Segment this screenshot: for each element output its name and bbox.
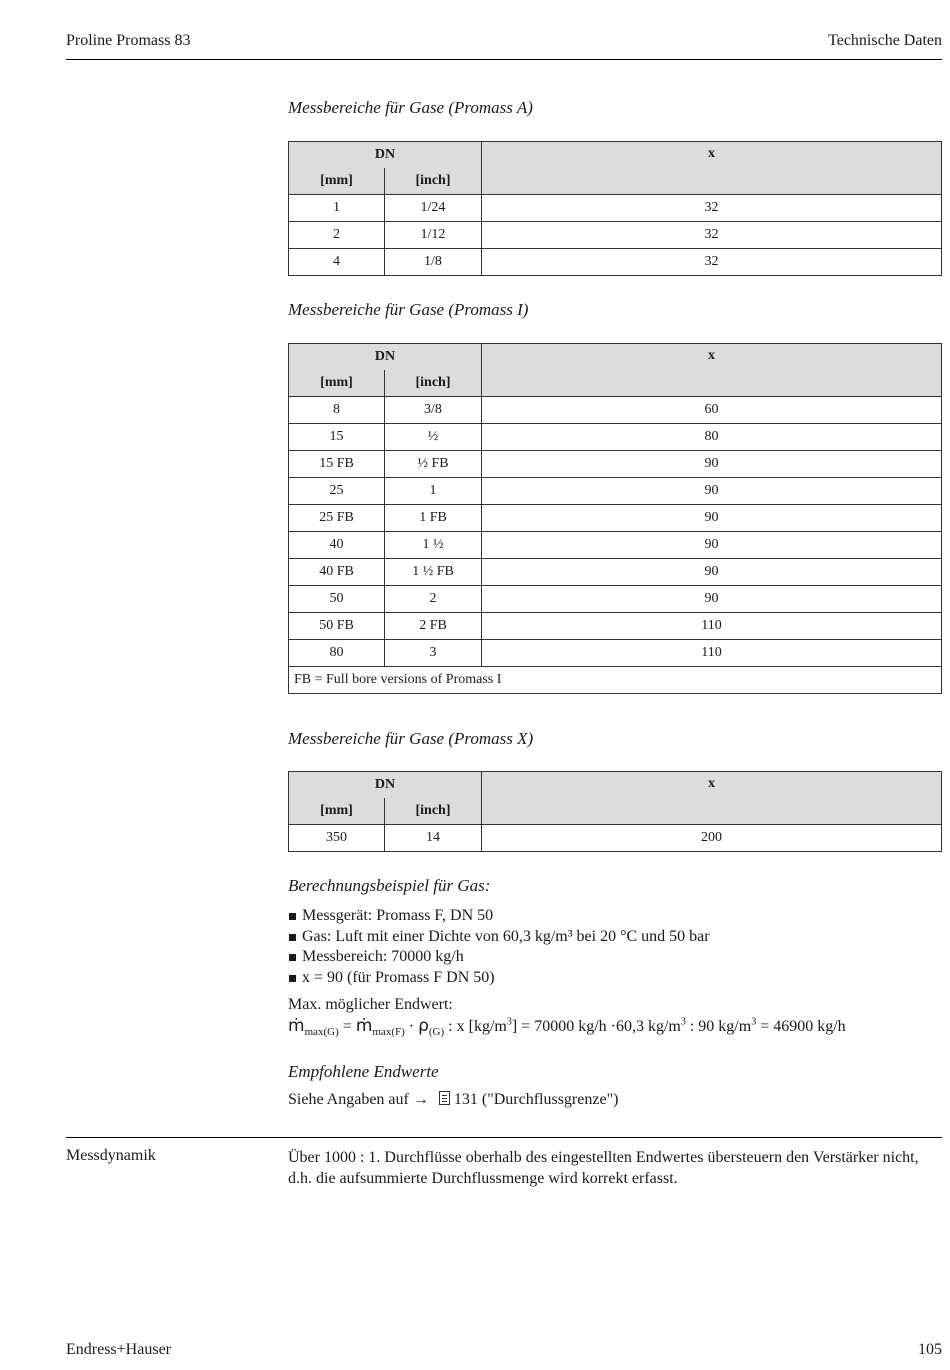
table-row: [289, 613, 942, 640]
calc-bullet-list: [288, 906, 710, 988]
messdynamik-text: Über 1000 : 1. Durchflüsse oberhalb des eingestellten Endwertes übersteuern den Verstärker nicht, d.h. die aufsummierte Durchflussmenge wird korrekt erfasst.: [288, 1149, 919, 1187]
density-symbol: ρ: [418, 1016, 429, 1036]
cell-inch: 1/8: [385, 249, 482, 276]
cell-x: 32: [482, 222, 942, 249]
cell-inch: 1/24: [385, 195, 482, 222]
cell-mm: 2: [289, 222, 385, 249]
table-row: [289, 478, 942, 505]
table-row: [289, 451, 942, 478]
cell-mm: 15 FB: [289, 451, 385, 478]
table-x-title: Messbereiche für Gase (Promass X): [288, 729, 534, 748]
table-row: [289, 505, 942, 532]
cell-mm: 40: [289, 532, 385, 559]
cell-inch: 3/8: [385, 397, 482, 424]
cell-mm: 50 FB: [289, 613, 385, 640]
table-promass-x: [288, 771, 942, 852]
formula-superscript: 3: [506, 1016, 512, 1028]
col-x-header: x: [482, 344, 942, 397]
calc-example-title: Berechnungsbeispiel für Gas:: [288, 876, 491, 895]
cell-mm: 50: [289, 586, 385, 613]
cell-inch: 2 FB: [385, 613, 482, 640]
footer-company: Endress+Hauser: [66, 1341, 171, 1358]
recommended-reference: [288, 1091, 618, 1109]
formula-text: : x [kg/m: [444, 1018, 507, 1035]
col-dn-header: DN: [289, 772, 482, 799]
list-item: Messbereich: 70000 kg/h: [288, 947, 710, 968]
cell-inch: 2: [385, 586, 482, 613]
table-row: [289, 195, 942, 222]
formula-text: : 90 kg/m: [685, 1018, 752, 1035]
header-divider: [66, 59, 942, 60]
cell-x: 90: [482, 532, 942, 559]
col-inch-header: [inch]: [385, 370, 482, 397]
formula-text: ] = 70000 kg/h ·60,3 kg/m: [511, 1018, 681, 1035]
table-row: [289, 640, 942, 667]
col-dn-header: DN: [289, 344, 482, 371]
table-row: [289, 559, 942, 586]
table-row: [289, 222, 942, 249]
cell-x: 32: [482, 249, 942, 276]
col-x-header: x: [482, 772, 942, 825]
cell-inch: 1/12: [385, 222, 482, 249]
cell-x: 110: [482, 640, 942, 667]
cell-x: 110: [482, 613, 942, 640]
formula-subscript: max(G): [304, 1026, 339, 1039]
mass-flow-symbol: ṁ: [288, 1016, 305, 1036]
cell-mm: 1: [289, 195, 385, 222]
list-item: x = 90 (für Promass F DN 50): [288, 968, 710, 989]
table-row: [289, 586, 942, 613]
cell-x: 90: [482, 586, 942, 613]
header-product-name: Proline Promass 83: [66, 32, 191, 49]
page-reference-icon: [439, 1091, 450, 1105]
cell-inch: 1 ½: [385, 532, 482, 559]
table-row: [289, 825, 942, 852]
col-x-header: x: [482, 142, 942, 195]
cell-mm: 25: [289, 478, 385, 505]
calc-formula: [288, 1016, 846, 1038]
table-note: FB = Full bore versions of Promass I: [289, 667, 942, 694]
cell-x: 90: [482, 451, 942, 478]
col-dn-header: DN: [289, 142, 482, 169]
formula-subscript: (G): [428, 1026, 445, 1039]
table-a-title: Messbereiche für Gase (Promass A): [288, 98, 533, 117]
table-promass-i: [288, 343, 942, 694]
cell-x: 90: [482, 505, 942, 532]
cell-x: 90: [482, 559, 942, 586]
footer-page-number: 105: [918, 1341, 942, 1358]
max-endvalue-label: Max. möglicher Endwert:: [288, 996, 453, 1013]
table-promass-a: [288, 141, 942, 276]
col-mm-header: [mm]: [289, 798, 385, 825]
cell-inch: 3: [385, 640, 482, 667]
formula-text: = 46900 kg/h: [756, 1018, 846, 1035]
list-item: Gas: Luft mit einer Dichte von 60,3 kg/m³ bei 20 °C und 50 bar: [288, 927, 710, 948]
cell-inch: ½: [385, 424, 482, 451]
cell-inch: ½ FB: [385, 451, 482, 478]
cell-mm: 4: [289, 249, 385, 276]
table-row: [289, 532, 942, 559]
list-item: Messgerät: Promass F, DN 50: [288, 906, 710, 927]
cell-x: 200: [482, 825, 942, 852]
page-reference-link[interactable]: 131: [453, 1091, 478, 1108]
col-mm-header: [mm]: [289, 168, 385, 195]
cell-inch: 1 FB: [385, 505, 482, 532]
cell-x: 80: [482, 424, 942, 451]
formula-text: ·: [404, 1018, 419, 1035]
cell-x: 90: [482, 478, 942, 505]
formula-superscript: 3: [680, 1016, 686, 1028]
table-note-row: [289, 667, 942, 694]
formula-text: =: [338, 1018, 356, 1035]
cell-mm: 25 FB: [289, 505, 385, 532]
recommended-title: Empfohlene Endwerte: [288, 1062, 439, 1081]
cell-inch: 1: [385, 478, 482, 505]
cell-x: 32: [482, 195, 942, 222]
cell-mm: 350: [289, 825, 385, 852]
col-mm-header: [mm]: [289, 370, 385, 397]
col-inch-header: [inch]: [385, 798, 482, 825]
table-i-title: Messbereiche für Gase (Promass I): [288, 300, 529, 319]
table-row: [289, 397, 942, 424]
cell-inch: 1 ½ FB: [385, 559, 482, 586]
table-row: [289, 424, 942, 451]
header-section-name: Technische Daten: [828, 32, 942, 49]
cell-mm: 80: [289, 640, 385, 667]
reference-suffix: ("Durchflussgrenze"): [477, 1091, 619, 1108]
table-row: [289, 249, 942, 276]
formula-superscript: 3: [751, 1016, 757, 1028]
col-inch-header: [inch]: [385, 168, 482, 195]
cell-mm: 15: [289, 424, 385, 451]
cell-mm: 40 FB: [289, 559, 385, 586]
section-divider: [66, 1137, 942, 1138]
cell-x: 60: [482, 397, 942, 424]
messdynamik-label: Messdynamik: [66, 1147, 156, 1164]
mass-flow-symbol: ṁ: [355, 1016, 373, 1036]
formula-subscript: max(F): [372, 1026, 405, 1039]
reference-prefix: Siehe Angaben auf →: [288, 1091, 433, 1108]
cell-mm: 8: [289, 397, 385, 424]
cell-inch: 14: [385, 825, 482, 852]
